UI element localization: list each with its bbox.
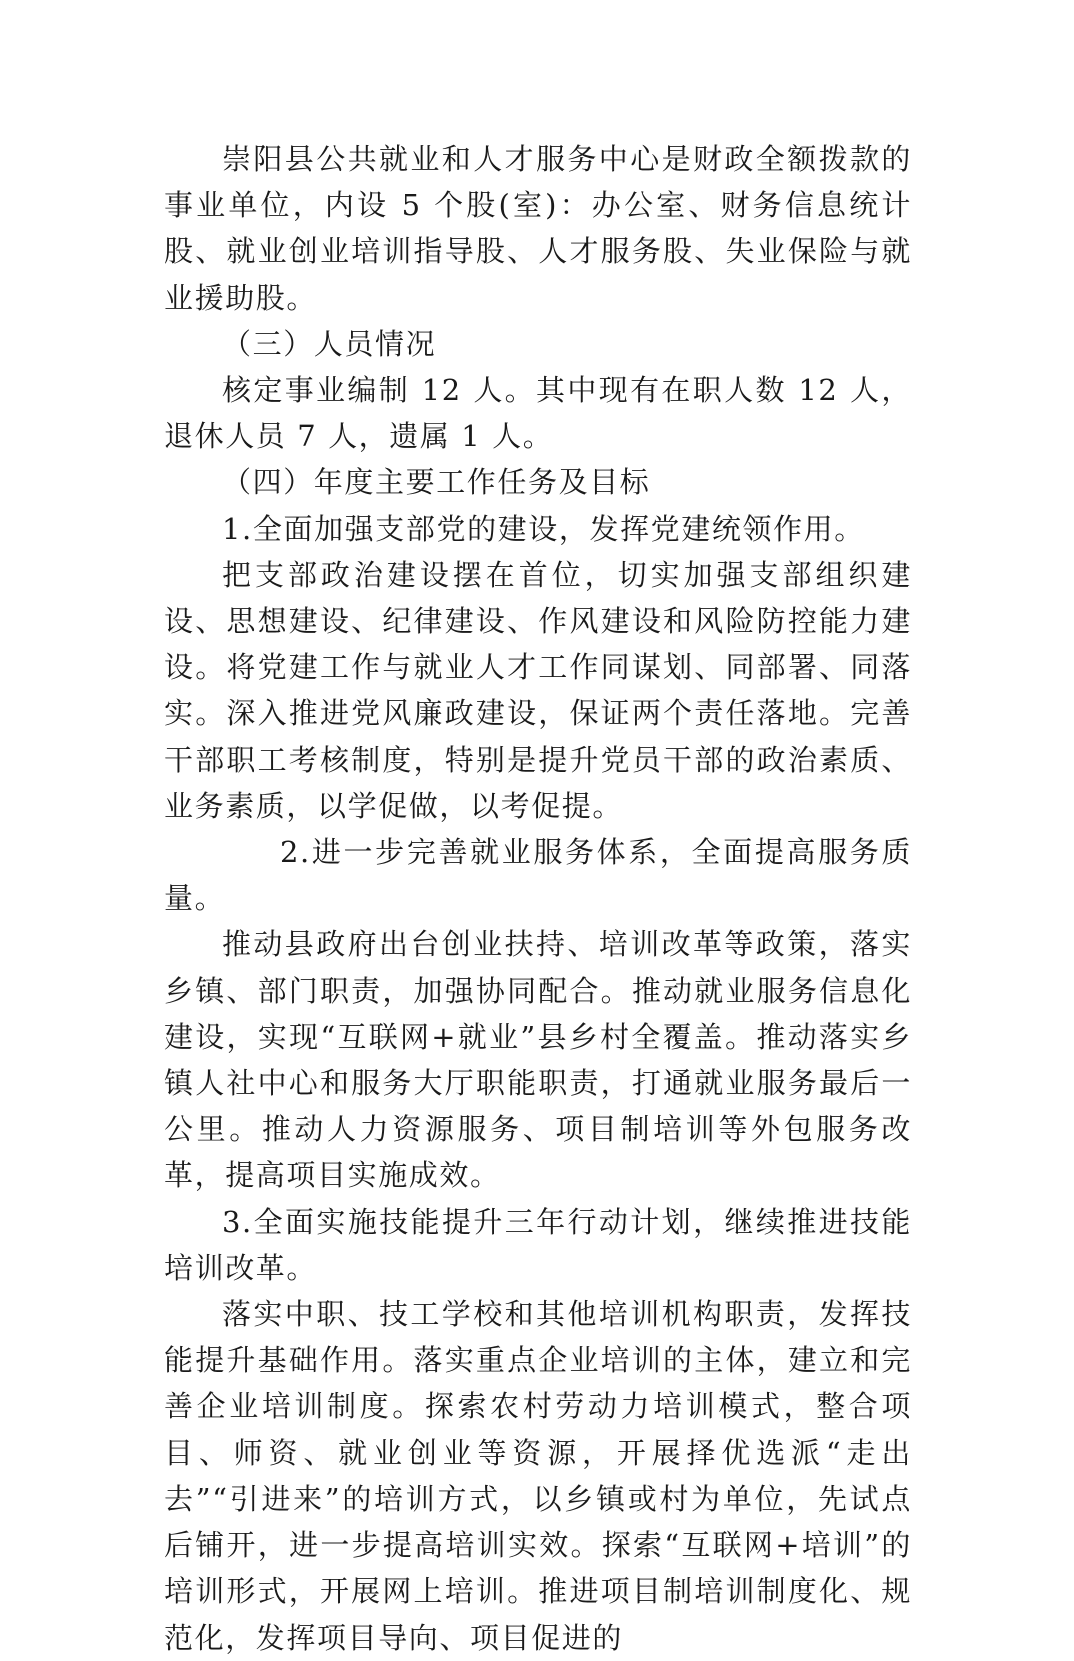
task-heading-2: 2.进一步完善就业服务体系，全面提高服务质量。 [164, 835, 912, 916]
paragraph-task-2: 推动县政府出台创业扶持、培训改革等政策，落实乡镇、部门职责，加强协同配合。推动就业服务信息化建设，实现“互联网+就业”县乡村全覆盖。推动落实乡镇人社中心和服务大厅职能职责，打通就业服务最后一公里。推动人力资源服务、项目制培训等外包服务改革，提高项目实施成效。 [164, 927, 912, 1193]
paragraph-task-3: 落实中职、技工学校和其他培训机构职责，发挥技能提升基础作用。落实重点企业培训的主体，建立和完善企业培训制度。探索农村劳动力培训模式，整合项目、师资、就业创业等资源，开展择优选派“走出去”“引进来”的培训方式，以乡镇或村为单位，先试点后铺开，进一步提高培训实效。探索“互联网+培训”的培训形式，开展网上培训。推进项目制培训制度化、规范化，发挥项目导向、项目促进的 [164, 1297, 912, 1655]
task-heading-1: 1.全面加强支部党的建设，发挥党建统领作用。 [222, 511, 865, 546]
paragraph-task-1: 把支部政治建设摆在首位，切实加强支部组织建设、思想建设、纪律建设、作风建设和风险防控能力建设。将党建工作与就业人才工作同谋划、同部署、同落实。深入推进党风廉政建设，保证两个责任落地。完善干部职工考核制度，特别是提升党员干部的政治素质、业务素质，以学促做，以考促提。 [164, 557, 912, 823]
section-heading-staff: （三）人员情况 [222, 326, 437, 361]
paragraph-staff: 核定事业编制 12 人。其中现有在职人数 12 人，退休人员 7 人，遗属 1 人。 [164, 373, 912, 454]
paragraph-center-overview: 崇阳县公共就业和人才服务中心是财政全额拨款的事业单位，内设 5 个股(室)：办公室、财务信息统计股、就业创业培训指导股、人才服务股、失业保险与就业援助股。 [164, 142, 912, 315]
document-body [164, 136, 912, 1661]
section-heading-tasks: （四）年度主要工作任务及目标 [222, 465, 651, 500]
task-heading-3: 3.全面实施技能提升三年行动计划，继续推进技能培训改革。 [164, 1204, 912, 1285]
